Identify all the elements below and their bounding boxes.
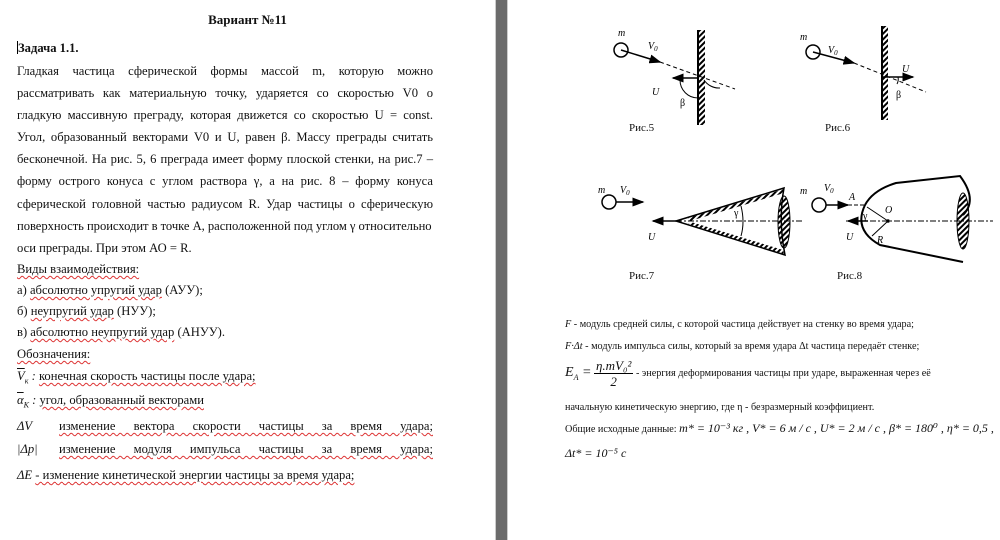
figure-8: [812, 176, 993, 262]
paragraph-line-text: сферической головной частью радиусом R. Удар частицы о сферическую: [17, 197, 433, 211]
given-data: [565, 421, 995, 437]
fdt-definition: [565, 340, 995, 354]
dp-symbol: |Δp|: [17, 442, 38, 456]
fig8-r-label: R: [877, 235, 884, 246]
paragraph-line: [17, 173, 433, 189]
fig8-caption: Рис.8: [837, 270, 863, 282]
paragraph-line: [17, 196, 433, 212]
given-line: [565, 421, 994, 435]
ea-definition: [565, 358, 931, 389]
ak-text: угол, образованный векторами: [39, 393, 204, 407]
de-symbol: ΔE: [17, 468, 33, 482]
ea-fraction: $\frac{\text{η.mV₀²}}{2}$: [595, 358, 632, 389]
paragraph-line-text: гладкую массивную преграду, которая движется со скоростью U = const.: [17, 108, 433, 122]
paragraph-line: [17, 63, 433, 79]
interaction-item: [17, 324, 433, 340]
vk-text: конечная скорость частицы после удара;: [38, 369, 256, 383]
interaction-item: [17, 282, 433, 298]
page-gutter: [495, 0, 508, 540]
paragraph-line-text: бесконечной. На рис. 5, 6 преграда имеет форму плоской стенки, на рис.7 –: [17, 152, 433, 166]
fdt-line: [565, 341, 919, 352]
f-symbol: F: [565, 319, 572, 330]
ea-lhs: $E_A$ =: [565, 364, 592, 382]
dv-text: изменение вектора скорости частицы за время удара;: [59, 419, 433, 433]
given-values: m* = 10⁻³ кг , V* = 6 м / с , U* = 2 м / с , β* = 180⁰ , η* = 0,5 ,: [679, 421, 994, 435]
fig7-v0-label: $V_0$: [620, 185, 630, 197]
item-abbr: (НУУ);: [117, 304, 156, 318]
variant-title: Вариант №11: [208, 12, 287, 27]
paragraph-line: [17, 151, 433, 167]
item-text: абсолютно упругий удар: [29, 283, 162, 297]
fig8-v0-label: $V_0$: [824, 183, 834, 195]
fig5-v0-label: $V_0$: [648, 41, 658, 53]
fig5-caption: Рис.5: [629, 122, 655, 134]
fig8-u-label: U: [846, 232, 854, 243]
f-definition: [565, 318, 995, 332]
fig7-m-label: m: [598, 185, 606, 196]
dp-text: изменение модуля импульса частицы за время удара;: [59, 442, 433, 456]
figure-7: [602, 188, 804, 255]
given-dt: Δt* = 10⁻⁵ с: [565, 446, 627, 460]
given-label: Общие исходные данные:: [565, 424, 677, 435]
notation-de: [17, 467, 457, 483]
left-page: [0, 0, 495, 540]
fdt-symbol: F·Δt: [565, 341, 583, 352]
fig5-beta-label: β: [680, 98, 686, 109]
ea-text-continued: начальную кинетическую энергию, где η - безразмерный коэффициент.: [565, 402, 875, 413]
dv-symbol: ΔV: [17, 419, 33, 433]
interaction-item: [17, 303, 433, 319]
fig6-v0-label: $V_0$: [828, 45, 838, 57]
item-abbr: (АУУ);: [165, 283, 203, 297]
fig5-m-label: m: [618, 28, 626, 39]
item-abbr: (АНУУ).: [177, 325, 226, 339]
item-prefix: б): [17, 304, 28, 318]
interaction-heading: [17, 261, 433, 277]
fig6-m-label: m: [800, 32, 808, 43]
paragraph-line: [17, 85, 433, 101]
notation-vk: [17, 368, 433, 384]
fig8-gamma-label: γ: [863, 211, 868, 222]
fig6-beta-label: β: [896, 90, 902, 101]
figures-svg: [508, 0, 1000, 300]
vk-symbol: $\overline{V}_к$ :: [17, 369, 36, 386]
fdt-text: - модуль импульса силы, который за время удара Δt частица передаёт стенке;: [585, 341, 920, 352]
de-text: - изменение кинетической энергии частицы за время удара;: [35, 468, 355, 482]
paragraph-line: оси преграды. При этом АО = R.: [17, 241, 192, 255]
ak-symbol: $\overline{\alpha}_K$ :: [17, 393, 37, 410]
task-heading: [17, 40, 433, 56]
f-line: [565, 319, 914, 330]
fig5-u-label: U: [652, 87, 660, 98]
paragraph-line: [17, 107, 433, 123]
paragraph-line-text: Угол, образованный векторами V0 и U, равен β. Массу преграды считать: [17, 130, 433, 144]
de-line: [17, 468, 354, 482]
item-text: абсолютно неупругий удар: [30, 325, 175, 339]
fig8-m-label: m: [800, 186, 808, 197]
interaction-heading-text: Виды взаимодействия:: [17, 262, 140, 276]
fig6-u-label: U: [902, 64, 910, 75]
dp-text-line: [59, 441, 433, 457]
fig7-u-label: U: [648, 232, 656, 243]
f-text: - модуль средней силы, с которой частица действует на стенку во время удара;: [573, 319, 914, 330]
paragraph-line-text: Гладкая частица сферической формы массой m, которую можно: [17, 64, 433, 78]
paragraph-line: [17, 129, 433, 145]
fig8-o-label: O: [885, 205, 893, 216]
task-heading-text: Задача 1.1.: [18, 41, 79, 55]
item-prefix: а): [17, 283, 27, 297]
item-text: неупругий удар: [30, 304, 114, 318]
ea-text: - энергия деформирования частицы при ударе, выраженная через её: [635, 367, 931, 379]
fig6-caption: Рис.6: [825, 122, 851, 134]
fig7-caption: Рис.7: [629, 270, 655, 282]
fig8-a-label: A: [849, 192, 856, 203]
dv-text-line: [59, 418, 433, 434]
paragraph-line: [17, 218, 433, 234]
notation-heading: [17, 346, 433, 362]
notation-heading-text: Обозначения:: [17, 347, 91, 361]
paragraph-line-text: форму острого конуса с углом раствора γ, а на рис. 8 – форму конуса: [17, 174, 433, 188]
paragraph-line-text: поверхность происходит в точке А, расположенной под углом γ относительно: [17, 219, 432, 233]
item-prefix: в): [17, 325, 28, 339]
notation-ak: [17, 392, 433, 408]
fig7-gamma-label: γ: [734, 208, 739, 219]
figure-5: [614, 30, 735, 125]
paragraph-line-text: рассматривать как материальную точку, ударяется со скоростью V0 о: [17, 86, 433, 100]
